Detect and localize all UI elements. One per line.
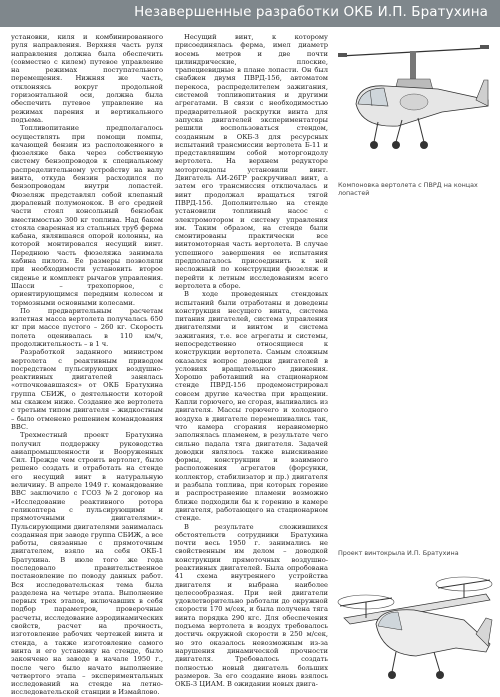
header-title: Незавершенные разработки ОКБ И.П. Братухина xyxy=(134,4,488,20)
paragraph: Трехместный проект Братухина получил поддержку руководства авиапромышленности и Вооруженных Сил. Прежде чем строить вертолет, было решено создать и отработать на стенде его несущий винт в натуральную величину. В апреле 1949 г. командование ВВС заключило с ГСОЗ №2 договор на «Исследование реактивного ротора геликоптера с пульсирующими и прямоточными двигателями». Пульсирующими двигателями занималась созданная при заводе группа СБИЖ, а все работы, связанные с прямоточным двигателем, взяло на себя ОКБ-1 Братухина. В июле того же года последовало правительственное постановление по поводу данных работ. Вся исследовательская тема была разделена на четыре этапа. Выполнение первых трех этапов, включавших в себя подбор параметров, проверочные расчеты, исследование аэродинамических свойств, расчет на прочность, изготовление рабочих чертежей винта и стенда, а также изготовление самого винта и его установку на стенде, было закончено на заводе в начале 1950 г., после чего было начато выполнение четвертого этапа – экспериментальных исследований на стенде на летно-исследовательской станции в Измайлово. xyxy=(11,431,163,697)
paragraph: В результате сложившихся обстоятельств сотрудники Братухина почти весь 1950 г. занимались не свойственным им делом – доводкой конструкции прямоточных воздушно-реактивных двигателей. Была опробована 41 схема внутреннего устройства двигателя и выбрана наиболее целесообразная. При ней двигатели удовлетворительно работали до окружной скорости 170 м/сек, и была получена тяга винта порядка 290 кгс. Для обеспечения подъема вертолета в воздух требовалось достичь окружной скорости в 250 м/сек, но это оказалось невозможным из-за нарушения динамической прочности двигателя. Требовалось создать полностью новый двигатель больших размеров. За его создание вновь взялось ОКБ-3 ЦИАМ. В ожидании новых двига- xyxy=(175,522,328,689)
paragraph: установки, киля и комбинированного руля направления. Верхняя часть руля направления должна была обеспечить (совместно с килем) путевое управление на режимах поступательного перемещения. Нижняя же часть, отклоняясь вокруг продольной горизонтальной оси, должна была обеспечить путевое управление на режимах парения и вертикального подъема. xyxy=(11,33,163,124)
rotorcraft-drawing xyxy=(336,560,494,688)
paragraph: В ходе проведенных стендовых испытаний были отработаны и доведены конструкция несущего винта, система питания двигателей, система управления двигателями и винтом и система зажигания, т.е. все агрегаты и системы, непосредственно относящиеся к конструкции вертолета. Самым сложным оказался вопрос доводки двигателей в условиях вращательного движения. Хорошо работавший на стационарном стенде ПВРД-156 продемонстрировал совсем другие качества при вращении. Капли горючего, не сгорая, выливались из двигателя. Массы горючего и холодного воздуха в двигателе перемешивались так, что камера сгорания неравномерно заполнялась пламенем, в результате чего сильно падала тяга двигателя. Задачей доводки являлось также выискивание формы, конструкции и взаимного расположения агрегатов (форсунки, коллектор, стабилизатор и пр.) двигателя и разбыла топлива, при которых горение и распространение пламени возможно ближе подходили бы к горению в камере двигателя, работающего на стационарном стенде. xyxy=(175,290,328,523)
paragraph: По предварительным расчетам взлетная масса вертолета получалась 650 кг при массе пустого – 260 кг. Скорость полета оценивалась в 110 км/ч, продолжительность – в 1 ч. xyxy=(11,306,163,348)
paragraph: Разработкой заданного министром вертолета с реактивным приводом посредством пульсирующих воздушно-реактивных двигателей занялась «отпочковавшаяся» от ОКБ Братухина группа СБИЖ, о деятельности которой мы скажем ниже. Создание же вертолета с третьим типом двигателя – жидкостным – было отменено решением командования ВВС. xyxy=(11,348,163,431)
page-header xyxy=(0,0,500,27)
paragraph: Топливопитание предполагалось осуществлять при помощи помпы, качающей бензин из расположенного в фюзеляже бака через собственную систему бензопроводов к специальному распределительному устройству на валу винта, откуда бензин расходился по бензопроводам внутри лопастей. Фюзеляж представлял собой клепаный дюралевый полумонокок. В его средней части стоял консольный бензобак вместимостью 300 кг топлива. Над баком стояла сваренная из стальных труб ферма кабана, являвшаяся опорой колонны, на которой монтировался несущий винт. Переднюю часть фюзеляжа занимала кабина пилота. Ее размеры позволяли при необходимости установить второе сиденье и комплект рычагов управления. Шасси – трехопорное, с ориентирующимся передним колесом и тормозными основными колесами. xyxy=(11,124,163,307)
figure-caption: Проект винтокрыла И.П. Братухина xyxy=(338,549,459,557)
text-column-left xyxy=(11,33,163,697)
paragraph: Несущий винт, к которому присоединялась ферма, имел диаметр восемь метров и две почти цилиндрические, плоские, трапециевидные в плане лопасти. Он был снабжен двумя ПВРД-156, автоматом перекоса, распределителем зажигания, системой топливопитания и другими агрегатами. В связи с необходимостью предварительной раскрутки винта для запуска двигателей экспериментаторы решили воспользоваться стендом, созданным в ОКБ-3 для ресурсных испытаний трансмиссии вертолета Б-11 и представлявшим собой моторгондолу вертолета. На верхнем редукторе моторгондолы установили винт. Двигатель АИ-26ГР раскручивал винт, а затем его трансмиссия отключалась и винт продолжал вращаться тягой ПВРД-156. Дополнительно на стенде установили топливный насос с электромотором и систему управления им. Таким образом, на стенде были смонтированы практически все винтомоторная часть вертолета. В случае успешного завершения ее испытания предполагалось присоединить к ней несложный по конструкции фюзеляж и перейти к летным исследованиям всего вертолета в сборе. xyxy=(175,33,328,290)
figure-caption: Компоновка вертолета с ПВРД на концах лопастей xyxy=(338,181,478,197)
text-column-middle xyxy=(175,33,328,688)
helicopter-ramjet-drawing xyxy=(338,34,490,174)
